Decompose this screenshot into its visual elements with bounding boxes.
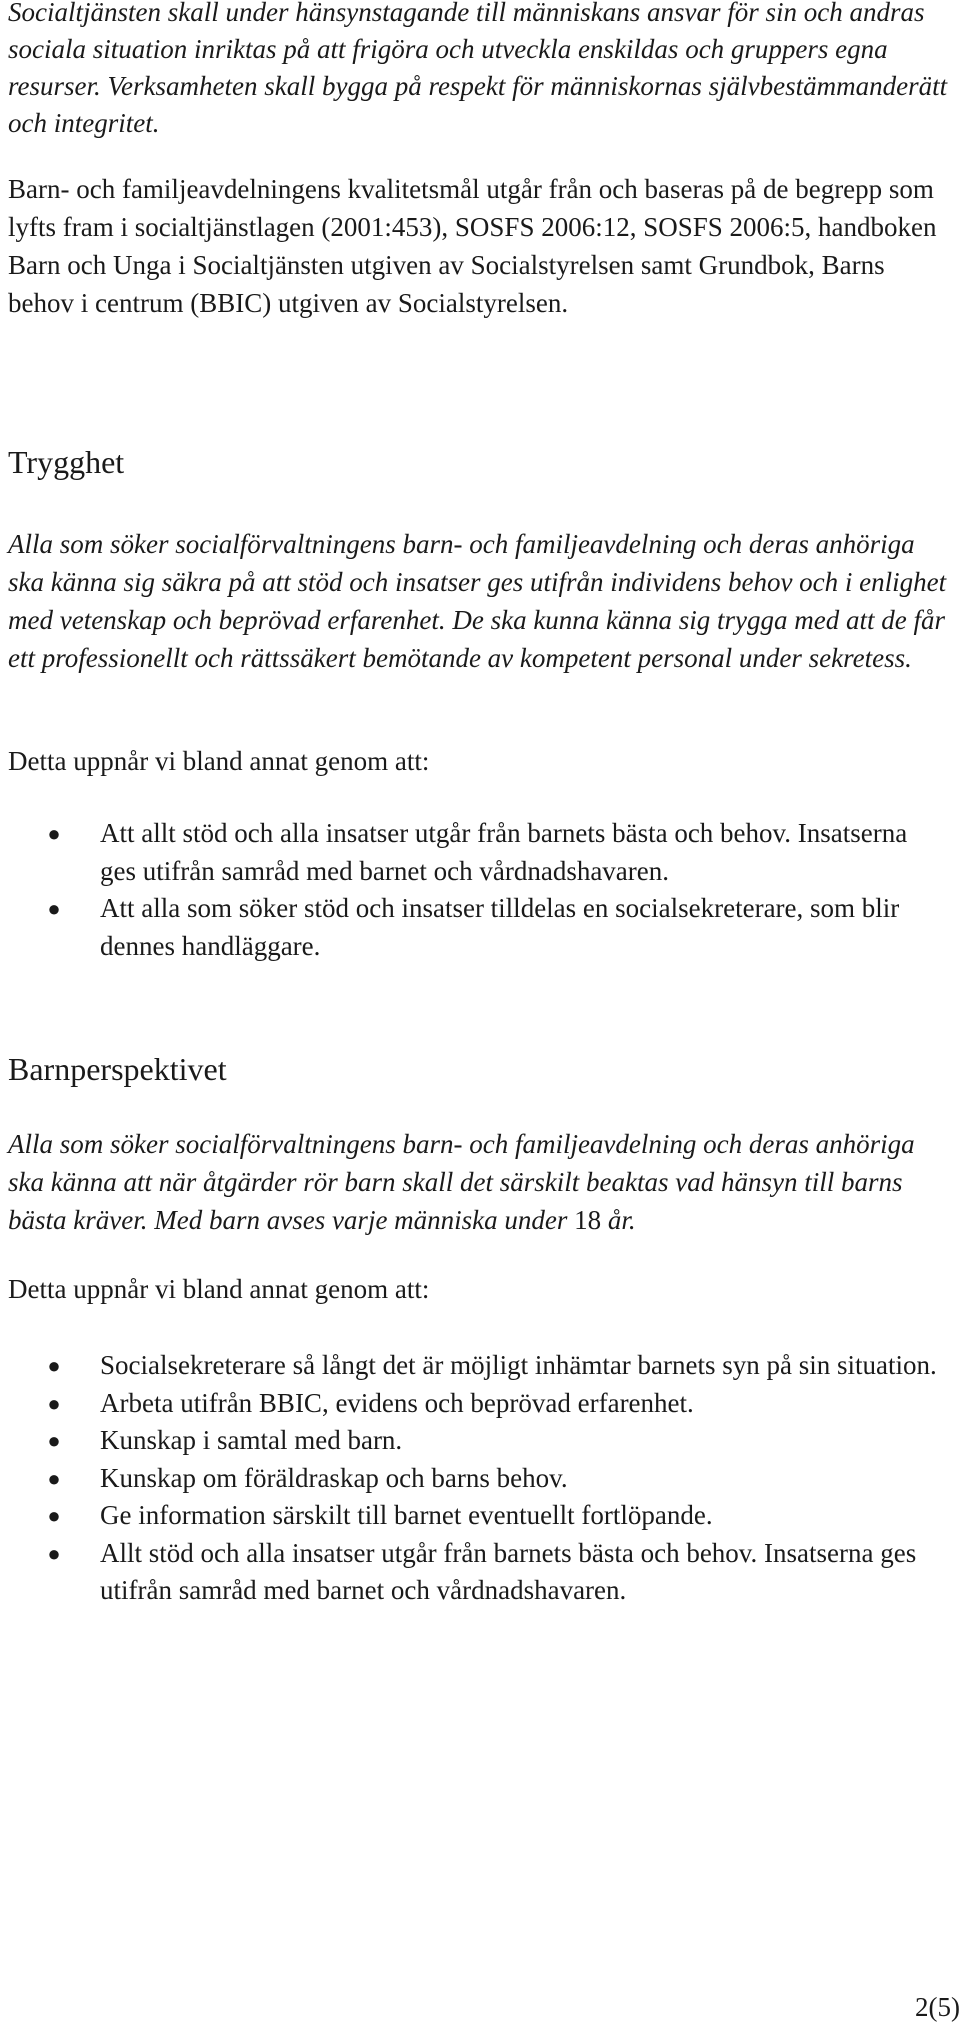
section-body-trygghet: Alla som söker socialförvaltningens barn- och familjeavdelning och deras anhöriga ska känna sig säkra på att stöd och insatser ges utifrån individens behov och i enlighet med vetenskap och beprövad erfarenhet. De ska kunna känna sig trygga med att de får ett professionellt och rättssäkert bemötande av kompetent personal under sekretess. (8, 529, 947, 673)
list-item-text: Att alla som söker stöd och insatser tilldelas en socialsekreterare, som blir dennes handläggare. (100, 893, 900, 961)
list-item-text: Socialsekreterare så långt det är möjligt inhämtar barnets syn på sin situation. (100, 1350, 937, 1380)
bullet-icon: ● (47, 1503, 61, 1528)
list-item-text: Att allt stöd och alla insatser utgår från barnets bästa och behov. Insatserna ges utifrån samråd med barnet och vårdnadshavaren. (100, 818, 908, 886)
page-number: 2(5) (915, 1992, 960, 2022)
section-heading-barnperspektivet: Barnperspektivet (8, 1051, 227, 1087)
bullet-icon: ● (47, 1540, 61, 1566)
bullet-list-barnperspektivet (44, 1347, 944, 1610)
bullet-icon: ● (47, 1428, 61, 1453)
bullet-icon: ● (47, 896, 61, 921)
section-body-end: år. (601, 1205, 636, 1235)
list-item-text: Arbeta utifrån BBIC, evidens och beprövad erfarenhet. (100, 1387, 694, 1418)
quality-goals-paragraph: Barn- och familjeavdelningens kvalitetsmål utgår från och baseras på de begrepp som lyfts fram i socialtjänstlagen (2001:453), SOSFS 2006:12, SOSFS 2006:5, handboken Barn och Unga i Socialtjänsten utgiven av Socialstyrelsen samt Grundbok, Barns behov i centrum (BBIC) utgiven av Socialstyrelsen. (8, 174, 937, 318)
age-number: 18 (574, 1205, 602, 1235)
bullet-list-trygghet (44, 815, 944, 965)
list-item (44, 1422, 944, 1460)
list-item-text: Allt stöd och alla insatser utgår från barnets bästa och behov. Insatserna ges utifrån samråd med barnet och vårdnadshavaren. (100, 1537, 917, 1605)
section-body-text: Alla som söker socialförvaltningens barn- och familjeavdelning och deras anhöriga ska känna att när åtgärder rör barn skall det särskilt beaktas vad hänsyn till barns bästa kräver. Med barn avses varje människa under (8, 1129, 915, 1235)
section-subheading-barnperspektivet: Detta uppnår vi bland annat genom att: (8, 1274, 430, 1304)
intro-paragraph: Socialtjänsten skall under hänsynstagande till människans ansvar för sin och andras sociala situation inriktas på att frigöra och utveckla enskildas och gruppers egna resurser. Verksamheten skall bygga på respekt för människornas självbestämmanderätt och integritet. (8, 0, 948, 138)
section-heading-trygghet: Trygghet (8, 444, 125, 480)
bullet-icon: ● (47, 1353, 61, 1378)
list-item (44, 815, 944, 890)
list-item (44, 890, 944, 965)
bullet-icon: ● (47, 821, 61, 846)
bullet-icon: ● (47, 1390, 61, 1416)
list-item (44, 1535, 944, 1610)
section-subheading-trygghet: Detta uppnår vi bland annat genom att: (8, 746, 430, 776)
list-item-text: Kunskap i samtal med barn. (100, 1425, 403, 1455)
section-body-barnperspektivet (8, 1125, 948, 1239)
list-item-text: Ge information särskilt till barnet eventuellt fortlöpande. (100, 1500, 713, 1530)
list-item (44, 1460, 944, 1498)
list-item (44, 1347, 944, 1385)
list-item-text: Kunskap om föräldraskap och barns behov. (100, 1462, 568, 1493)
list-item (44, 1497, 944, 1535)
bullet-icon: ● (47, 1465, 61, 1491)
list-item (44, 1385, 944, 1423)
